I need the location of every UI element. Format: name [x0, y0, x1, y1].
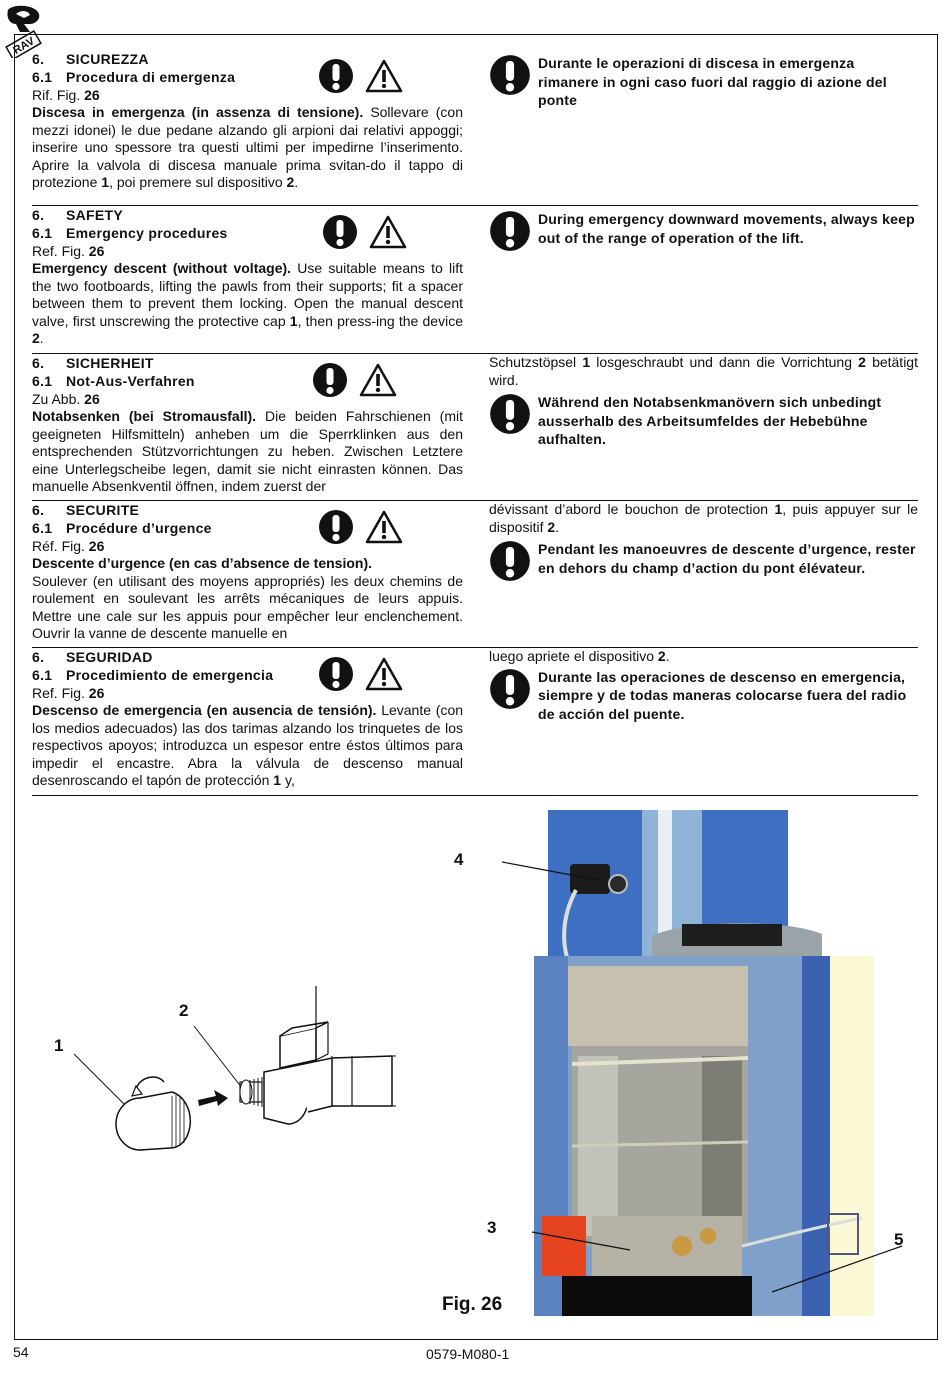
hazard-icons	[318, 656, 404, 692]
ref-number: 2	[32, 330, 40, 346]
procedure-text	[32, 260, 463, 348]
hazard-icons	[318, 58, 404, 94]
document-code: 0579-M080-1	[426, 1346, 510, 1362]
body-text: Levante (con los medios adecuados) las dos tarimas alzando los trinquetes de los respectivos apoyos; introduzca un espesor entre éstos últimos para impedir el encastre. Abra la válvula de descenso manual desenroscando el tapón de protección	[32, 702, 463, 788]
callout-1: 1	[54, 1036, 64, 1055]
subsection-heading: 6.1 Procédure d’urgence	[32, 520, 212, 536]
exclamation-circle-icon	[489, 393, 531, 440]
warning-text: Durante le operazioni di discesa in emergenza rimanere in ogni caso fuori dal raggio di azione del ponte	[538, 55, 887, 108]
figure-reference: Rif. Fig. 26	[32, 87, 100, 103]
section-heading: 6. SECURITE	[32, 502, 140, 518]
body-text: Die beiden Fahrschienen (mit geeigneten Hilfsmitteln) anheben um die Sperrklinken aus den entsprechenden Stützvorrichtungen zu heben. Zwischen Letztere eine Unterlegscheibe legen, damit sie nicht einrasten können. Das manuelle Absenkventil öffnen, indem zuerst der	[32, 408, 463, 494]
lead-text: Discesa in emergenza (in assenza di tensione).	[32, 104, 364, 120]
exclamation-circle-icon	[489, 668, 531, 715]
figure-reference: Ref. Fig. 26	[32, 685, 105, 701]
warning-triangle-icon	[358, 362, 398, 379]
page-number: 54	[13, 1344, 29, 1360]
section-en	[32, 206, 918, 354]
body-text: Sollevare (con mezzi idonei) le due pedane alzando gli arpioni dai relativi appoggi; inserire uno spessore tra questi ultimi per impedirne l’inserimento. Aprire la valvola di discesa manuale prima svitan-do il tappo di protezione	[32, 104, 463, 190]
section-heading: 6. SEGURIDAD	[32, 649, 153, 665]
section-es	[32, 648, 918, 796]
warning-text: Während den Notabsenkmanövern sich unbedingt ausserhalb des Arbeitsumfeldes der Hebebühne aufhalten.	[538, 394, 882, 447]
warning-note	[489, 54, 918, 110]
continued-text: dévissant d’abord le bouchon de protection 1, puis appuyer sur le dispositif 2.	[489, 501, 918, 535]
right-column	[489, 648, 918, 794]
lead-text: Notabsenken (bei Stromausfall).	[32, 408, 257, 424]
callout-4: 4	[454, 850, 464, 869]
figure-reference: Ref. Fig. 26	[32, 243, 105, 259]
section-de	[32, 354, 918, 501]
subsection-heading: 6.1 Procedura di emergenza	[32, 69, 236, 85]
continued-text: Schutzstöpsel 1 losgeschraubt und dann die Vorrichtung 2 betätigt wird.	[489, 354, 918, 388]
warning-triangle-icon	[364, 509, 404, 526]
section-fr	[32, 501, 918, 648]
procedure-text	[32, 408, 463, 496]
body-text: Soulever (en utilisant des moyens appropriés) les deux chemins de roulement en soulevant les arrêts mécaniques de leurs appuis. Mettre une cale sur les appuis pour empêcher leur enclenchement. Ouvrir la vanne de descente manuelle en	[32, 572, 463, 641]
callout-2: 2	[179, 1001, 189, 1020]
exclamation-circle-icon	[318, 656, 354, 673]
figure-26	[32, 806, 918, 1336]
hazard-icons	[312, 362, 398, 398]
hydraulic-unit-photo	[502, 806, 918, 1336]
callout-5: 5	[894, 1230, 904, 1249]
callout-3: 3	[487, 1218, 497, 1237]
lead-text: Descenso de emergencia (en ausencia de tensión).	[32, 702, 377, 718]
warning-triangle-icon	[368, 214, 408, 231]
exclamation-circle-icon	[318, 58, 354, 75]
body-text: , poi premere sul dispositivo	[109, 174, 283, 190]
section-divider	[32, 795, 918, 796]
ref-number: 1	[289, 312, 298, 329]
procedure-text	[32, 104, 463, 192]
exclamation-circle-icon	[318, 509, 354, 526]
warning-note	[489, 668, 918, 724]
warning-text: Pendant les manoeuvres de descente d’urgence, rester en dehors du champ d’action du pont élévateur.	[538, 541, 916, 576]
body-text: .	[294, 174, 299, 190]
ref-number: 1	[273, 772, 282, 788]
lead-text: Emergency descent (without voltage).	[32, 260, 292, 276]
section-it	[32, 50, 918, 206]
exclamation-circle-icon	[489, 54, 531, 101]
section-heading: 6. SICHERHEIT	[32, 355, 154, 371]
right-column	[489, 501, 918, 646]
right-column	[489, 354, 918, 499]
section-heading: 6. SAFETY	[32, 207, 124, 223]
subsection-heading: 6.1 Procedimiento de emergencia	[32, 667, 274, 683]
warning-triangle-icon	[364, 58, 404, 75]
exclamation-circle-icon	[322, 214, 358, 231]
warning-text: During emergency downward movements, always keep out of the range of operation of the lift.	[538, 211, 915, 246]
ref-number: 1	[101, 174, 110, 190]
ref-number: 2	[286, 174, 295, 190]
valve-drawing	[32, 806, 432, 1336]
hazard-icons	[318, 509, 404, 545]
warning-note	[489, 393, 918, 449]
hazard-icons	[322, 214, 408, 250]
figure-reference: Zu Abb. 26	[32, 391, 100, 407]
section-heading: 6. SICUREZZA	[32, 51, 149, 67]
procedure-text	[32, 702, 463, 790]
figure-label: Fig. 26	[442, 1294, 503, 1315]
warning-note	[489, 210, 918, 257]
body-text: .	[39, 330, 44, 346]
body-text: y,	[284, 772, 295, 788]
exclamation-circle-icon	[489, 540, 531, 587]
body-text: Use suitable means to lift the two footboards, lifting the pawls from their supports; fit a spacer between them to prevent them locking. Open the manual descent valve, first unscrewing the protective cap	[32, 260, 463, 329]
lead-text: Descente d’urgence (en cas d’absence de tension).	[32, 555, 372, 571]
subsection-heading: 6.1 Not-Aus-Verfahren	[32, 373, 195, 389]
warning-triangle-icon	[364, 656, 404, 673]
warning-note	[489, 540, 918, 587]
exclamation-circle-icon	[312, 362, 348, 379]
body-text: , then press-ing the device	[297, 312, 463, 329]
warning-text: Durante las operaciones de descenso en emergencia, siempre y de todas maneras colocarse fuera del radio de acción del puente.	[538, 668, 907, 722]
continued-text: luego apriete el dispositivo 2.	[489, 648, 670, 664]
figure-reference: Réf. Fig. 26	[32, 538, 105, 554]
right-column	[489, 50, 918, 208]
logo-lettering: RAV	[11, 35, 37, 57]
right-column	[489, 206, 918, 356]
exclamation-circle-icon	[489, 210, 531, 257]
procedure-text	[32, 555, 463, 643]
subsection-heading: 6.1 Emergency procedures	[32, 225, 228, 241]
